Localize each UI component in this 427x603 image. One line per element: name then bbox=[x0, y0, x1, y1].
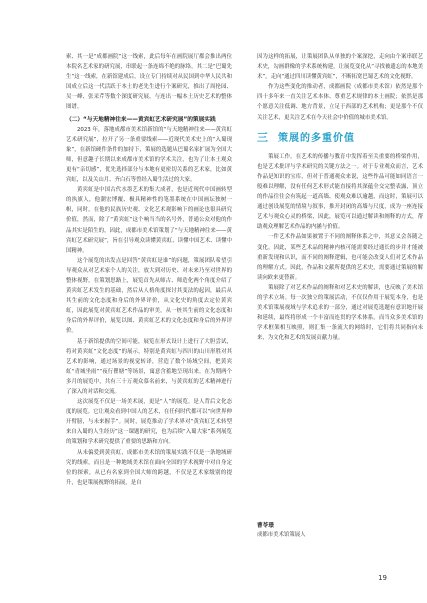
author-affiliation: 成都市美术馆策展人 bbox=[257, 532, 306, 538]
right-column bbox=[257, 52, 423, 343]
paragraph: 索、其一是“成都画院”这一线索，此后每年在画院展厅都会推出两位本院名艺术家的研究展，串联起一条连绵不绝的脉络，其二是“巴蜀先生”这一线索，在新馆建成后，设立专门持续对从民国到中华人民共和国成立后这一代活跃于本土的老先生进行个案研究，推出了周抡园、吴一峰、张采芹等数个深度研究展，与连出一幅本土历史艺术的整体图谱。 bbox=[66, 54, 232, 111]
page-number: 19 bbox=[378, 574, 387, 582]
left-column bbox=[66, 52, 232, 488]
subsection-heading: （二）“与天地精神往来——黄宾虹艺术研究展”的策展实践 bbox=[66, 116, 216, 123]
section-title: 策展的多重价值 bbox=[278, 133, 355, 145]
paragraph: 策展除了对艺术作品的阐释和对艺术史的解读，也反映了美术馆的学术立场。每一次独立的策展活动，不仅仅作用于展览本身，也是美术馆策展视域与学术追求的一部分，通过对展览选题有意识地开展和延续，最终将形成一个丰富而连贯的学术体系，而当众多美术馆的学术框架相互映照，则汇集一条流大的网络时，它们将共同指向未来，为文化和艺术的发展贡献力量。 bbox=[257, 284, 423, 342]
paragraph: 一件艺术作品如果被置于不同的阐释体系之中，其意义会各随之变化。因此，某些艺术品的精神内核可能需要经过通长的步并才能被重新发现和认识，而不同的阐释逻辑，也可能会改变人们对艺术作品的理解方式。因此，作品和文献所提供的艺术史，需要通过策展的解读向欧来更替新。 bbox=[257, 234, 423, 281]
section-number: 三 bbox=[257, 130, 268, 144]
paragraph: 从未偏爱到黄宾虹，成都市美术馆的策展实践不仅是一条地域研究的线索，而且是一种地域美术馆在面向全国的学术视野中对自身定位的探索，从已有名家到全国大师的跨越，不仅是艺术家级别的提升，也是策展视野的拓展，是自 bbox=[66, 449, 232, 486]
author-name: 曹苓璟 bbox=[257, 523, 274, 529]
paragraph: 这个展览的出发点是回答“黄宾虹是谁”的问题，策展团队希望引导观众从对艺术家个人的关注，放大到对历史、对未来乃至对世界的整体视野，在策划思路上，展览首先从师古、师造化两个角度介绍了黄宾虹艺术发生的基础，然后从人格角度探讨其变法的起因，最后从其生前的文化态度和身后的外界评价，从文化史的角度去定位黄宾虹，因此展览对黄宾虹艺术作品的审美，从一桩其生前的文化态度和身后的外界评价，展览以图、黄宾虹艺术的文化态度和身后的外界评价。 bbox=[66, 257, 232, 335]
paragraph: 基于新馆提供的空间可能，展览在形式设计上进行了大胆尝试，将对黄宾虹“文化态度”的展示，特别是黄宾虹与四川的山川形胜对其艺术的影响，通过场景的视觉转译，营造了数个场域空间，把黄宾虹“青城坐雨”“夜行瞿塘”等场景，寓意含蓄地呈现出来。在为期两个多月的展览中，共有三十万观众慕名前来，与黄宾虹的艺术精神进行了深入的对话和交流。 bbox=[66, 338, 232, 395]
paragraph: 黄宾虹是中国古代水墨艺术的集大成者，也是近现代中国画转型的执旗人，他潮宏博覆、极具精神性的笔墨系统在中国画坛独树一帜，同时，在他的民族历史观、文化艺术观影响下的画论也很具研究价值，然而，除了“黄宾虹”这个响当当的名号外，普通公众对他的作品其实是陌生的，因此，成都市美术馆策划了“与天地精神往来——黄宾虹艺术研究展”，旨在引导观众读懂黄宾虹、读懂中国艺术、读懂中国精神。 bbox=[66, 187, 232, 254]
section-heading bbox=[257, 127, 423, 147]
paragraph: 策展工作，在艺术的传播与教育中发挥着至关重要的桥梁作用，也是艺术批评与学术研究的关键方法之一。对于专业观众而言，艺术作品是知识的宝库，但对于普通观众来说，这些作品可能如同语言一般难以理解，没有任何艺术形式能直接将其深蕴全交完整表露，顶立的作品往往会有筑起一道高墙、使观众难以逾越，而这时，策展可以通过创设展览的情境与叙事，推开封闭的高墙与尺度，成为一座连接艺术与观众心灵的桥梁，因此，展览可以通过解读和阐释的方式，帮助观众理解艺术作品的内涵与价值。 bbox=[257, 153, 423, 231]
paragraph: 作为这些变化的推动者，成都画院（成都市美术馆）依然是那个四十多年来一直关注艺术本体、尊重艺术规律的本土画院；依然是那个愿意关注低调、地方背景，立足于西部的艺术机构；更是那个不仅关注艺术，更关注艺术在今天社会中价值的城市美术馆。 bbox=[257, 84, 423, 121]
author-block bbox=[257, 522, 306, 540]
paragraph: 2023 年，落地成都市美术馆新馆的“与天地精神往来——黄宾虹艺术研究展”，拉开了另一条重要线索——近现代美术史上的“入蜀现象”，在新馆硬件条件的加持下，策展的选题从巴蜀名家扩展为全国大师，但意趣子长期以来成都市美术馆的学术关注，也为了让本土观众更有“亲切感”，优先选择部分与本地有更密切关系的艺术家，比如黄宾虹，以及关山月、齐白石等曾经入蜀生活过的大家。 bbox=[66, 126, 232, 184]
paragraph: 因为这样的拓展，让策展团队从单独的个案深挖，走向由个案串联艺术史，勾画群像的学术系统构建，让展览变化从“寻找被遗忘的本地美术”，走向“通过四川读懂黄宾虹”，不断拓宽巴蜀艺术的文化视野。 bbox=[257, 54, 423, 81]
paragraph: 这次展览不仅是一场美术展，更是“人”的展览。是人背后文化态度的展览。它让观众看到中国人的艺术，在任何时代都可以“向世界伸开臂膀，与未来握手”。同时，展览推动了学术界对“黄宾虹艺术转型来自入蜀的人生经历”这一课题的研究，也为后续“入蜀大家”系列展览的策划和学术研究提供了重要的思路和方向。 bbox=[66, 399, 232, 446]
